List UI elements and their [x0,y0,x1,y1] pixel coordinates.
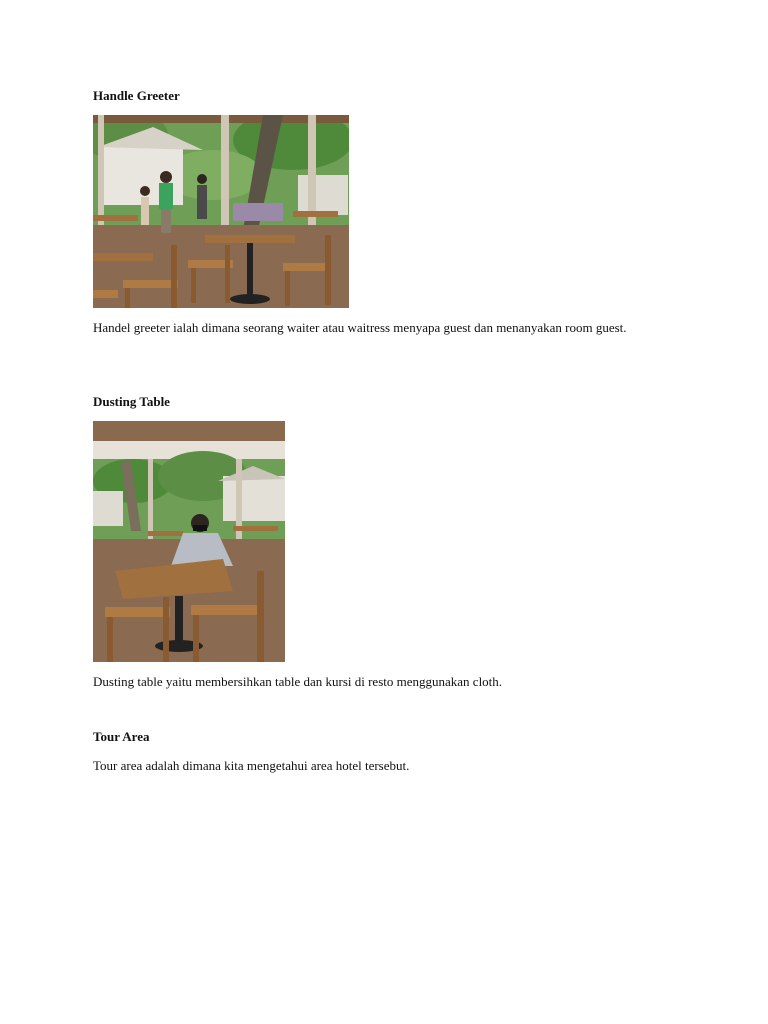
section-heading-handle-greeter: Handle Greeter [93,88,180,103]
section-heading-dusting-table: Dusting Table [93,394,170,409]
section-heading-tour-area: Tour Area [93,729,150,744]
tour-area-description: Tour area adalah dimana kita mengetahui area hotel tersebut. [93,758,410,773]
greeter-description: Handel greeter ialah dimana seorang waiter atau waitress menyapa guest dan menanyakan room guest. [93,320,627,335]
dusting-description: Dusting table yaitu membersihkan table dan kursi di resto menggunakan cloth. [93,674,503,689]
greeter-photo [93,115,349,308]
dusting-photo [93,421,285,662]
